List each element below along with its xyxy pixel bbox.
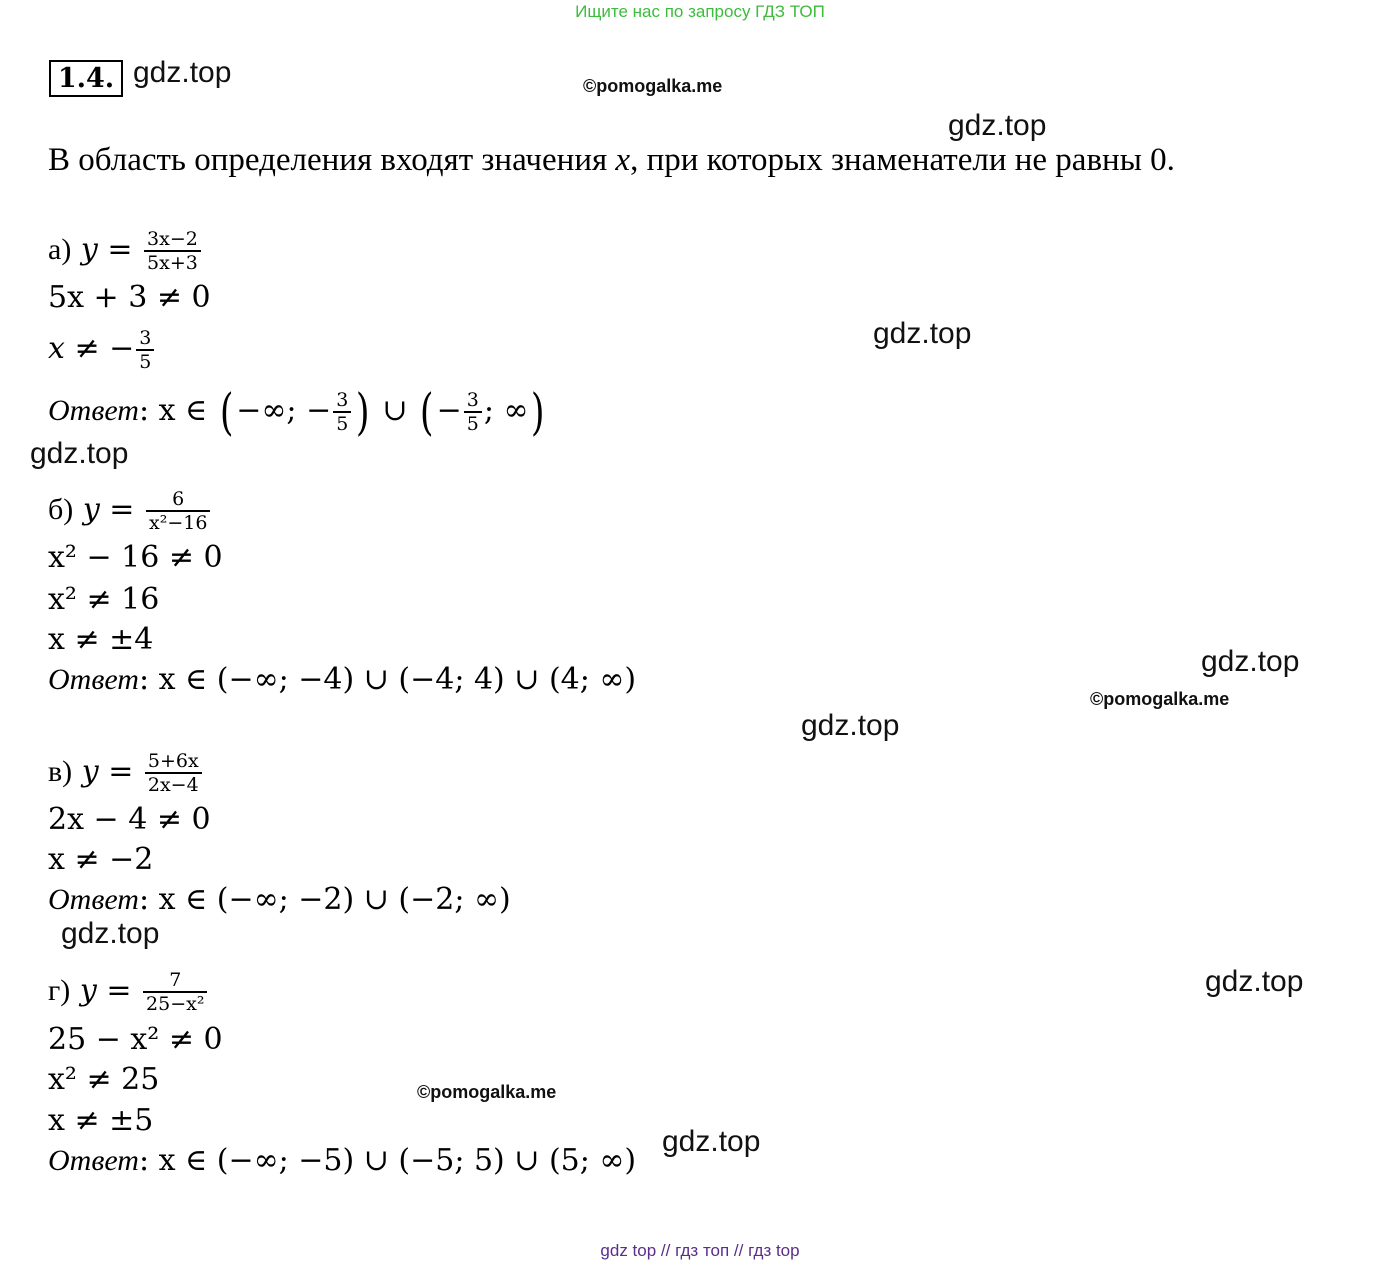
fraction: $\frac{3}{5}$: [464, 389, 482, 435]
part-c-function: в) y = $\frac{5+6x}{2x-4}$: [48, 750, 204, 796]
fraction: $\frac{7}{\text{25−x²}}$: [143, 969, 207, 1015]
watermark-gdz: gdz.top: [1201, 645, 1300, 678]
watermark-gdz: gdz.top: [873, 317, 972, 350]
fraction: $\frac{3}{5}$: [136, 327, 154, 373]
part-a-step: 5x + 3 ≠ 0: [48, 280, 211, 315]
part-c-step: 2x − 4 ≠ 0: [48, 802, 211, 837]
fraction: $\frac{3x-2}{5x+3}$: [144, 228, 201, 274]
part-a-function: а) y = $\frac{3x-2}{5x+3}$: [48, 228, 203, 274]
watermark-gdz: gdz.top: [30, 437, 129, 470]
watermark-gdz: gdz.top: [1205, 965, 1304, 998]
part-d-answer: Ответ: x ∈ (−∞; −5) ∪ (−5; 5) ∪ (5; ∞): [48, 1143, 637, 1178]
part-c-answer: Ответ: x ∈ (−∞; −2) ∪ (−2; ∞): [48, 882, 511, 917]
top-search-banner[interactable]: Ищите нас по запросу ГДЗ ТОП: [575, 2, 825, 21]
watermark-gdz: gdz.top: [133, 56, 232, 89]
part-d-step: x ≠ ±5: [48, 1103, 154, 1138]
part-c-step: x ≠ −2: [48, 842, 154, 877]
part-a-step: x ≠ − $\frac{3}{5}$: [48, 327, 156, 373]
task-number-box: 1.4.: [49, 60, 123, 97]
part-b-step: x ≠ ±4: [48, 622, 154, 657]
part-b-step: x² − 16 ≠ 0: [48, 540, 223, 575]
fraction: $\frac{5+6x}{2x-4}$: [145, 750, 202, 796]
watermark-gdz: gdz.top: [61, 917, 160, 950]
fraction: $\frac{3}{5}$: [333, 389, 351, 435]
part-d-step: x² ≠ 25: [48, 1062, 160, 1097]
part-b-answer: Ответ: x ∈ (−∞; −4) ∪ (−4; 4) ∪ (4; ∞): [48, 662, 637, 697]
watermark-gdz: gdz.top: [662, 1125, 761, 1158]
part-d-step: 25 − x² ≠ 0: [48, 1022, 223, 1057]
part-b-function: б) y = $\frac{6}{\text{x²−16}}$: [48, 488, 212, 534]
watermark-gdz: gdz.top: [948, 109, 1047, 142]
part-d-function: г) y = $\frac{7}{\text{25−x²}}$: [48, 969, 209, 1015]
watermark-copyright: ©pomogalka.me: [1090, 689, 1230, 709]
bottom-footer-links[interactable]: gdz top // гдз топ // гдз top: [600, 1241, 800, 1260]
fraction: $\frac{6}{\text{x²−16}}$: [146, 488, 210, 534]
watermark-copyright: ©pomogalka.me: [417, 1082, 557, 1102]
part-a-answer: Ответ: x ∈ (−∞; − $\frac{3}{5}$ ) ∪ (− $\frac{3}{5}$ ; ∞): [48, 383, 546, 441]
watermark-copyright: ©pomogalka.me: [583, 76, 723, 96]
watermark-gdz: gdz.top: [801, 709, 900, 742]
intro-text: В область определения входят значения x, при которых знаменатели не равны 0.: [48, 142, 1175, 178]
part-b-step: x² ≠ 16: [48, 582, 160, 617]
